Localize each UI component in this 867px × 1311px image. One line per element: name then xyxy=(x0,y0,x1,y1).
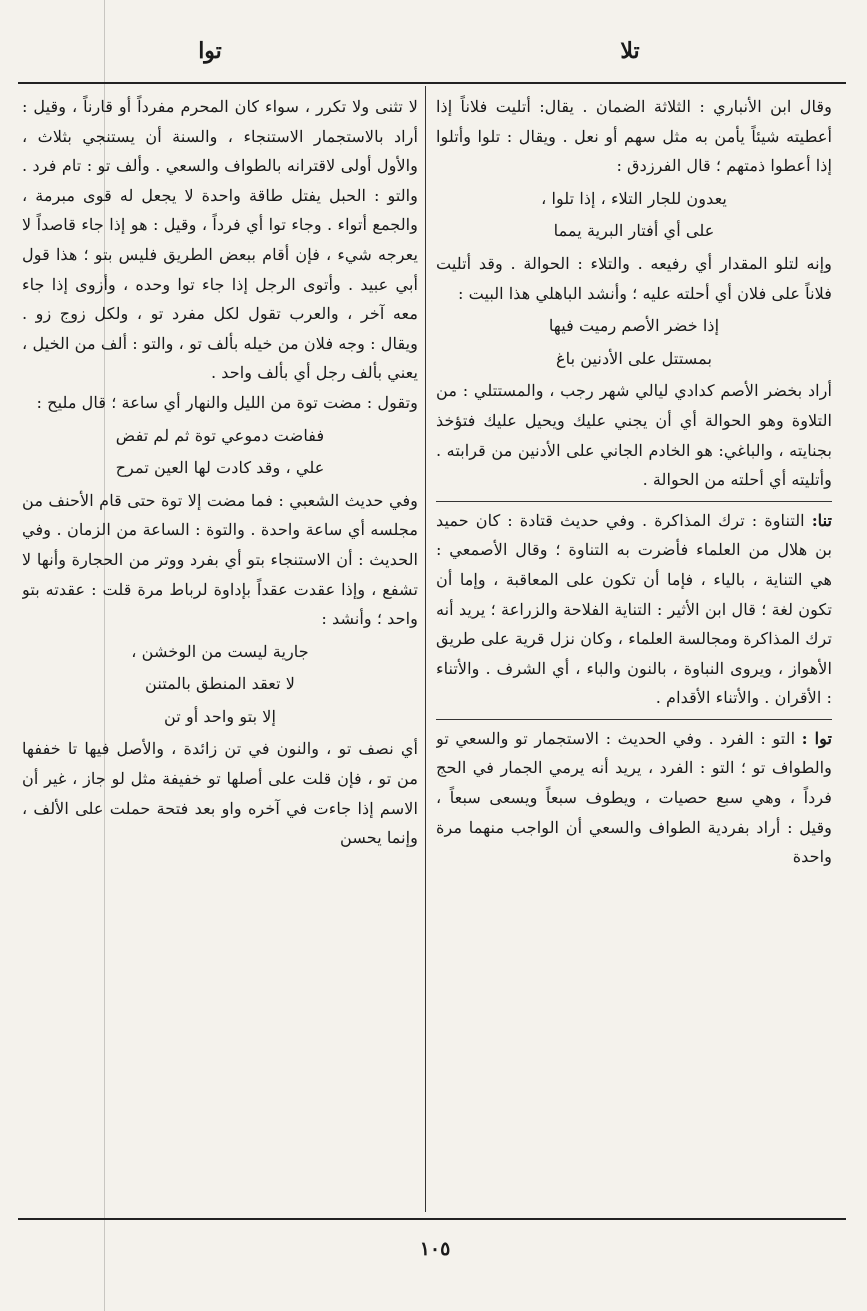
entry-tna-head: تنا: xyxy=(811,510,832,530)
right-para-2: وإنه لتلو المقدار أي رفيعه . والتلاء : الحوالة . وقد أتليت فلاناً على فلان أي أحلته عليه ؛ وأنشد الباهلي هذا البيت : xyxy=(436,253,832,303)
left-verse-1a: ففاضت دموعي توة ثم لم تفض xyxy=(115,425,325,445)
right-verse-1a: يعدون للجار التلاء ، إذا تلوا ، xyxy=(541,188,727,208)
right-para-1: وقال ابن الأنباري : الثلاثة الضمان . يقال: أتليت فلاناً إذا أعطيته شيئاً يأمن به مثل سهم أو نعل . ويقال : تلوا وأتلوا إذا أعطوا ذمتهم ؛ قال الفرزدق : xyxy=(436,97,832,176)
right-column xyxy=(436,92,832,1202)
left-column xyxy=(22,92,418,1202)
entry-tna xyxy=(436,506,832,713)
footer-rule xyxy=(18,1218,846,1220)
left-para-3: وفي حديث الشعبي : فما مضت إلا توة حتى قام الأحنف من مجلسه أي ساعة واحدة . والتوة : الساعة من الزمان . وفي الحديث : أن الاستنجاء بتو أي بفرد ووتر من الحجارة وأنها لا تشفع ، وإذا عقدت عقداً بإداوة لرباط مرة قلت : عقدته بتو واحد ؛ وأنشد : xyxy=(22,490,418,629)
column-separator xyxy=(425,86,426,1212)
left-verse-2b: لا تعقد المنطق بالمتنن xyxy=(145,674,295,694)
entry-twa-head: توا : xyxy=(801,728,832,748)
entry-twa-text: التو : الفرد . وفي الحديث : الاستجمار تو والسعي تو والطواف تو ؛ التو : الفرد ، يريد أنه يرمي الجمار في الحج فرداً ، وهي سبع حصيات ، ويطوف سبعاً ويسعى سبعاً ، وقيل : أراد بفردية الطواف والسعي أن الواجب منهما مرة واحدة xyxy=(436,728,832,867)
left-para-1: لا تثنى ولا تكرر ، سواء كان المحرم مفرداً أو قارناً ، وقيل : أراد بالاستجمار الاستنجاء ، والسنة أن يستنجي بثلاث ، والأول أولى لاقترانه بالطواف والسعي . وألف تو : تام فرد . والتو : الحبل يفتل طاقة واحدة لا يجعل له قوى مبرمة ، والجمع أتواء . وجاء توا أي فرداً ، وقيل : هو إذا جاء قاصداً لا يعرجه شيء ، فإن أقام ببعض الطريق فليس بتو ؛ هذا قول أبي عبيد . وأتوى الرجل إذا جاء توا وحده ، وأزوى إذا جاء معه آخر ، والعرب تقول لكل مفرد تو ، ولكل زوج زو . ويقال : وجه فلان من خيله بألف تو ، والتو : ألف من الخيل ، يعني بألف رجل أي بألف واحد . xyxy=(22,97,418,383)
entry-divider xyxy=(436,501,832,502)
left-para-4: أي نصف تو ، والنون في تن زائدة ، والأصل فيها تا خففها من تو ، فإن قلت على أصلها تو خفيفة مثل لو جاز ، غير أن الاسم إذا جاءت في آخره واو بعد فتحة حملت على الألف ، وإنما يحسن xyxy=(22,739,418,848)
header-left-title: توا xyxy=(198,38,222,64)
left-para-2: وتقول : مضت توة من الليل والنهار أي ساعة ؛ قال مليح : xyxy=(36,392,418,412)
entry-twa xyxy=(436,724,832,872)
left-verse-2a: جارية ليست من الوخشن ، xyxy=(131,641,309,661)
page-number: ١٠٥ xyxy=(419,1238,451,1260)
left-verse-2c: إلا بتو واحد أو تن xyxy=(163,706,277,726)
right-verse-2a: إذا خضر الأصم رميت فيها xyxy=(548,316,720,336)
right-verse-1b: على أي أفتار البرية يمما xyxy=(553,221,715,241)
entry-tna-text: التناوة : ترك المذاكرة . وفي حديث قتادة : كان حميد بن هلال من العلماء فأضرت به التناوة ؛ وقال الأصمعي : هي التناية ، بالياء ، فإما أن تكون على المعاقبة ، وإما أن تكون لغة ؛ قال ابن الأثير : التناية الفلاحة والزراعة ؛ يريد أنه ترك المذاكرة ومجالسة العلماء ، وكان نزل قرية على طريق الأهواز ، ويروى النباوة ، بالنون والباء ، أي الشرف . والأتناء : الأقران . والأتناء الأقدام . xyxy=(436,510,832,708)
header-rule xyxy=(18,82,846,84)
right-para-3: أراد بخضر الأصم كدادي ليالي شهر رجب ، والمستتلي : من التلاوة وهو الحوالة أي أن يجني عليك ويحيل عليك فتؤخذ بجنايته ، والباغي: هو الخادم الجاني على الأدنين من قرابته . وأتليته أي أحلته من الحوالة . xyxy=(436,381,832,490)
header-right-title: تلا xyxy=(620,38,640,64)
right-verse-2b: بمستتل على الأدنين باغ xyxy=(555,348,713,368)
entry-divider xyxy=(436,719,832,720)
left-verse-1b: علي ، وقد كادت لها العين تمرح xyxy=(115,458,325,478)
